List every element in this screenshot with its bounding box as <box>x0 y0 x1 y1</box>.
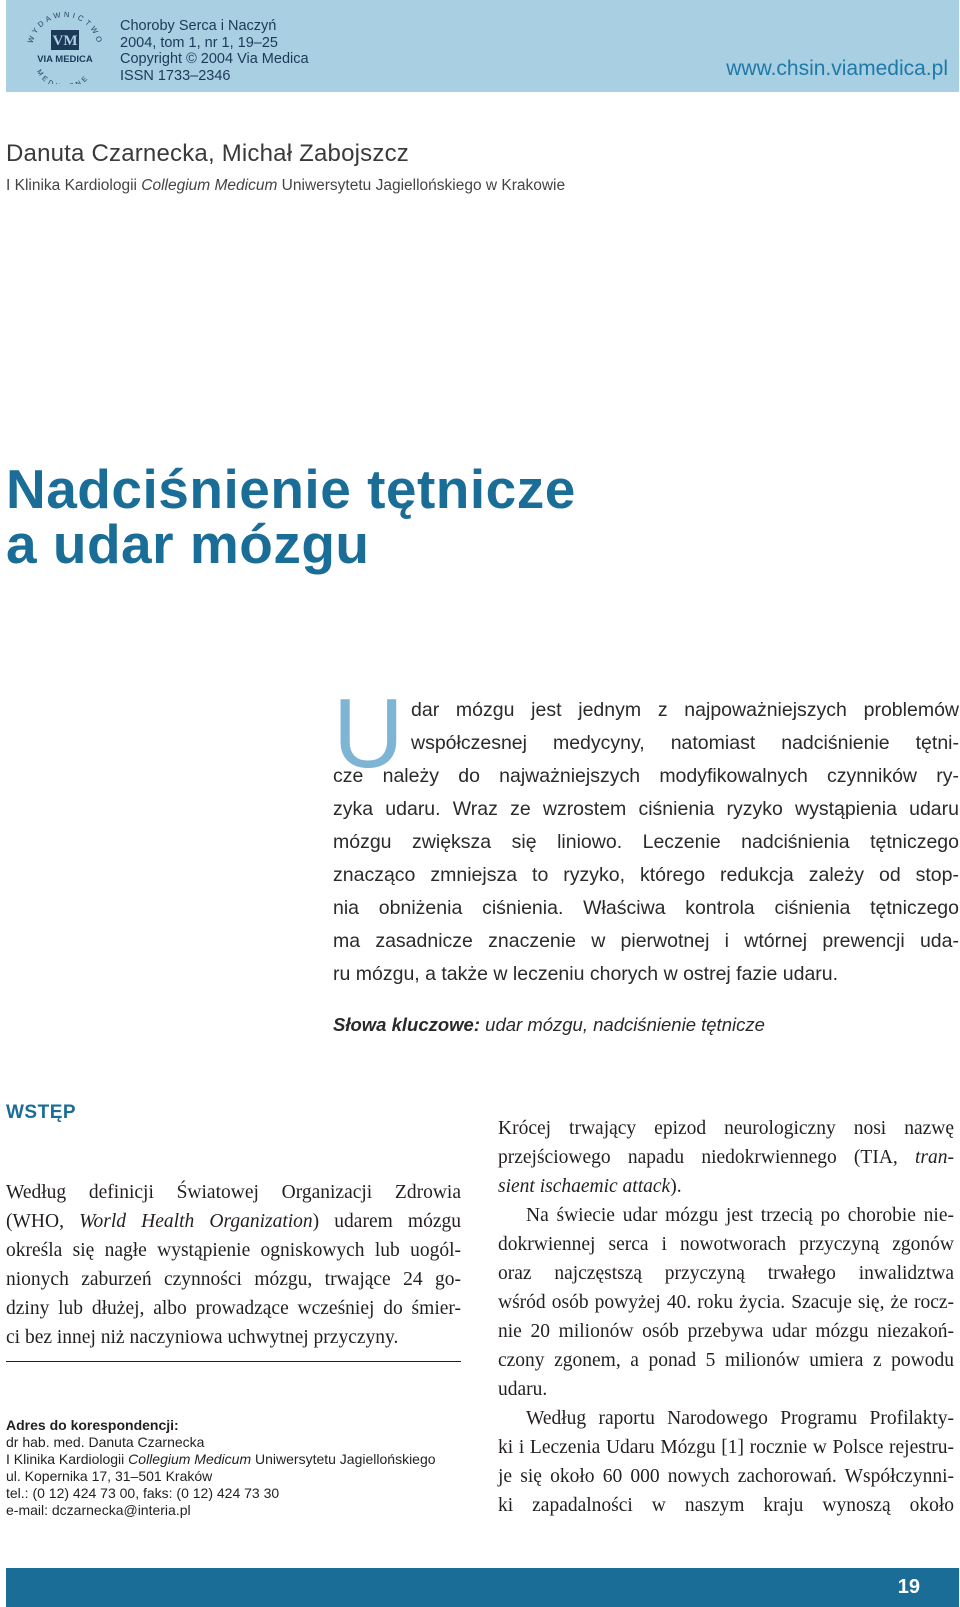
correspondence-phone: tel.: (0 12) 424 73 00, faks: (0 12) 424 73 30 <box>6 1485 280 1501</box>
keywords-label: Słowa kluczowe: <box>333 1014 481 1035</box>
body-line: dokrwiennej serca i nowotworach przyczyną zgonów <box>498 1234 954 1255</box>
abstract-line: cze należy do najważniejszych modyfikowalnych czynników ry- <box>333 765 959 787</box>
abstract-line: nia obniżenia ciśnienia. Właściwa kontrola ciśnienia tętniczego <box>333 897 959 919</box>
corr-affil-text: I Klinika Kardiologii <box>6 1451 129 1467</box>
article-title <box>6 458 576 575</box>
keywords <box>333 1014 765 1036</box>
section-heading: WSTĘP <box>6 1102 77 1123</box>
affiliation-text-end: Uniwersytetu Jagiellońskiego w Krakowie <box>277 177 566 194</box>
body-line: Na świecie udar mózgu jest trzecią po chorobie nie- <box>526 1205 954 1226</box>
body-line: wśród osób powyżej 40. roku życia. Szacuje się, że rocz- <box>498 1292 954 1313</box>
body-line <box>6 1207 461 1236</box>
body-line: przejściowego napadu niedokrwiennego (TIA, tran- <box>498 1147 954 1168</box>
article-affiliation <box>6 177 565 195</box>
affiliation-italic: Collegium Medicum <box>141 177 278 194</box>
footer-band <box>6 1568 959 1607</box>
abstract-line: mózgu zwiększa się liniowo. Leczenie nadciśnienia tętniczego <box>333 831 959 853</box>
abstract-line: znacząco zmniejsza to ryzyko, którego redukcja zależy od stop- <box>333 864 959 886</box>
body-line: Według definicji Światowej Organizacji Zdrowia <box>6 1182 461 1203</box>
body-line: udaru. <box>498 1379 548 1400</box>
body-line: czony zgonem, a ponad 5 milionów umiera z powodu <box>498 1350 954 1371</box>
body-line: sient ischaemic attack). <box>498 1176 682 1197</box>
svg-text:VIA MEDICA: VIA MEDICA <box>37 54 93 65</box>
journal-issn: ISSN 1733–2346 <box>120 67 231 84</box>
journal-issue: 2004, tom 1, nr 1, 19–25 <box>120 34 278 51</box>
page-number: 19 <box>897 1576 920 1598</box>
website-link[interactable]: www.chsin.viamedica.pl <box>726 57 948 80</box>
correspondence-block <box>6 1417 436 1519</box>
italic-term: sient ischaemic attack <box>498 1176 671 1197</box>
keywords-text: udar mózgu, nadciśnienie tętnicze <box>485 1014 765 1035</box>
body-line: je się około 60 000 nowych zachorowań. Współczynni- <box>498 1466 954 1487</box>
corr-affil-text-end: Uniwersytetu Jagiellońskiego <box>251 1451 436 1467</box>
body-line: Krócej trwający epizod neurologiczny nosi nazwę <box>498 1118 954 1139</box>
correspondence-affiliation <box>6 1451 436 1468</box>
title-line: a udar mózgu <box>6 513 370 575</box>
abstract-line: ru mózgu, a także w leczeniu chorych w ostrej fazie udaru. <box>333 963 839 985</box>
body-line: dziny lub dłużej, albo prowadzące wcześniej do śmier- <box>6 1298 461 1319</box>
body-line: nionych zaburzeń czynności mózgu, trwające 24 go- <box>6 1269 461 1290</box>
title-line: Nadciśnienie tętnicze <box>6 458 576 520</box>
svg-text:MEDYCZNE: ME NE <box>35 68 92 84</box>
abstract-line: dar mózgu jest jednym z najpoważniejszych problemów <box>411 699 959 721</box>
journal-copyright: Copyright © 2004 Via Medica <box>120 51 309 67</box>
corr-affil-italic: Collegium Medicum <box>128 1451 252 1467</box>
body-line: ki i Leczenia Udaru Mózgu [1] rocznie w Polsce rejestru- <box>498 1437 954 1458</box>
journal-info <box>120 18 309 84</box>
body-line: ci bez innej niż naczyniowa uchwytnej przyczyny. <box>6 1327 399 1348</box>
correspondence-name: dr hab. med. Danuta Czarnecka <box>6 1434 205 1450</box>
abstract-line: ma zasadnicze znaczenie w pierwotnej i wtórnej prewencji uda- <box>333 930 959 952</box>
correspondence-email[interactable]: e-mail: dczarnecka@interia.pl <box>6 1502 191 1518</box>
via-medica-logo-icon <box>20 8 110 84</box>
body-line: nie 20 milionów osób przebywa udar mózgu niezakoń- <box>498 1321 954 1342</box>
footnote-divider <box>6 1361 461 1362</box>
svg-text:VM: VM <box>52 33 78 49</box>
correspondence-street: ul. Kopernika 17, 31–501 Kraków <box>6 1468 213 1484</box>
abstract-dropcap: U <box>333 678 404 788</box>
journal-name: Choroby Serca i Naczyń <box>120 18 277 34</box>
body-line: oraz najczęstszą przyczyną trwałego inwalidztwa <box>498 1263 954 1284</box>
svg-text:WYDAWNICTWO: WYDAWNICTWO <box>25 9 105 47</box>
italic-term: World Health Organization <box>79 1211 313 1232</box>
body-line: ki zapadalności w naszym kraju wynoszą około <box>498 1495 954 1516</box>
body-line-text: (WHO, World Health Organization) udarem mózgu <box>6 1211 461 1232</box>
correspondence-label: Adres do korespondencji: <box>6 1417 179 1433</box>
body-line: Według raportu Narodowego Programu Profilakty- <box>526 1408 954 1429</box>
affiliation-text: I Klinika Kardiologii <box>6 177 142 194</box>
article-authors: Danuta Czarnecka, Michał Zabojszcz <box>6 140 409 167</box>
italic-term: tran- <box>915 1147 954 1168</box>
abstract-line: współczesnej medycyny, natomiast nadciśnienie tętni- <box>411 732 959 754</box>
abstract-line: zyka udaru. Wraz ze wzrostem ciśnienia ryzyko wystąpienia udaru <box>333 798 959 820</box>
body-line: określa się nagłe wystąpienie ogniskowych lub uogól- <box>6 1240 461 1261</box>
